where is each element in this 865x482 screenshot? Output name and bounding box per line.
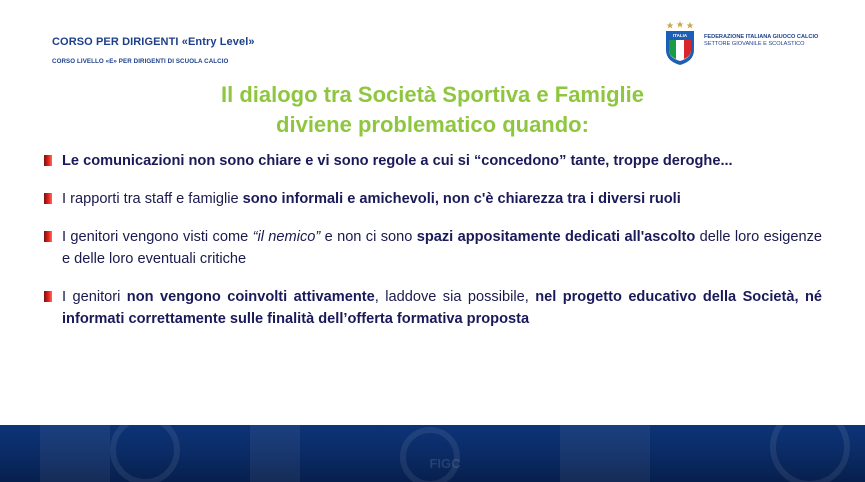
bullet-3-text-b: “il nemico” — [252, 229, 321, 245]
bullet-3-text-c: e non ci sono — [320, 229, 417, 245]
red-bullet-icon — [44, 155, 52, 166]
bullet-4-text-a: I genitori — [62, 289, 127, 305]
bullet-1-text: Le comunicazioni non sono chiare e vi sono regole a cui si “concedono” tante, troppe deroghe... — [62, 153, 733, 169]
header-title: CORSO PER DIRIGENTI «Entry Level» — [52, 36, 255, 48]
figc-watermark — [425, 453, 465, 473]
figc-shield-icon — [664, 20, 696, 66]
bullet-item-4 — [44, 286, 822, 330]
bullet-item-2 — [44, 188, 822, 210]
footer-ring — [770, 425, 850, 482]
bullet-3-text-a: I genitori vengono visti come — [62, 229, 253, 245]
red-bullet-icon — [44, 231, 52, 242]
org-subtitle: SETTORE GIOVANILE E SCOLASTICO — [704, 41, 805, 47]
shield-text: ITALIA — [672, 33, 688, 38]
red-bullet-icon — [44, 291, 52, 302]
bullet-2-text-b: sono informali e amichevoli, non c'è chiarezza tra i diversi ruoli — [242, 191, 681, 207]
slide-title-line1: Il dialogo tra Società Sportiva e Famiglie — [221, 82, 644, 107]
footer-ring — [110, 425, 180, 482]
figc-logo — [664, 20, 819, 66]
bullet-4-text-b: non vengono coinvolti attivamente — [126, 289, 375, 305]
bullet-3-text-d: spazi appositamente dedicati all'ascolto — [416, 229, 696, 245]
bullet-item-3 — [44, 226, 822, 270]
slide-title — [0, 80, 865, 140]
bullet-item-1 — [44, 150, 822, 172]
bullet-list — [44, 150, 822, 346]
footer-stripe — [250, 425, 300, 482]
bullet-3-text-e: delle loro esigenze e delle loro eventuali critiche — [62, 229, 822, 267]
bullet-2-text-a: I rapporti tra staff e famiglie — [62, 191, 243, 207]
header-subtitle: CORSO LIVELLO «E» PER DIRIGENTI DI SCUOLA CALCIO — [52, 58, 229, 65]
red-bullet-icon — [44, 193, 52, 204]
footer-watermark-text: FIGC — [429, 456, 461, 471]
org-name: FEDERAZIONE ITALIANA GIUOCO CALCIO — [704, 34, 819, 40]
footer-banner — [0, 425, 865, 482]
slide-title-line2: diviene problematico quando: — [276, 112, 589, 137]
footer-stripe — [560, 425, 650, 482]
footer-stripe — [40, 425, 110, 482]
bullet-4-text-c: , laddove sia possibile, — [374, 289, 536, 305]
bullet-4-text-d: nel progetto educativo della Società, né informati correttamente sulle finalità dell’offerta formativa proposta — [62, 289, 822, 327]
